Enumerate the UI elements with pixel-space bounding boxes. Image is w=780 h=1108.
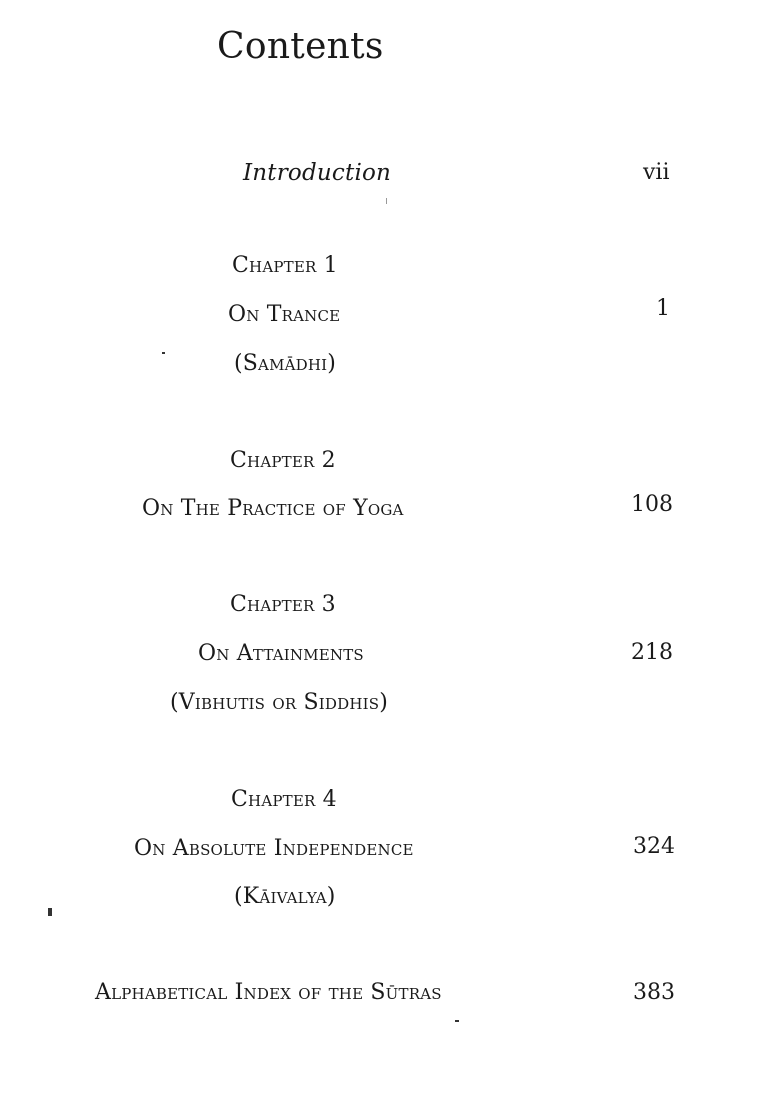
chapter4-page-number: 324 xyxy=(633,834,675,859)
chapter2-title: On The Practice of Yoga xyxy=(142,496,404,521)
chapter4-heading: Chapter 4 xyxy=(231,787,337,812)
index-label: Alphabetical Index of the Sūtras xyxy=(95,980,442,1005)
scan-speck xyxy=(386,198,387,204)
chapter1-subtitle: (Samādhi) xyxy=(234,351,337,376)
scan-speck xyxy=(455,1020,459,1022)
chapter3-page-number: 218 xyxy=(631,640,673,665)
index-page-number: 383 xyxy=(633,980,675,1005)
chapter1-page-number: 1 xyxy=(656,296,670,321)
scan-speck xyxy=(162,352,165,354)
chapter1-title: On Trance xyxy=(228,302,341,327)
chapter1-heading: Chapter 1 xyxy=(232,253,338,278)
scan-speck xyxy=(48,908,52,916)
chapter4-title: On Absolute Independence xyxy=(134,836,414,861)
introduction-label: Introduction xyxy=(243,160,392,186)
chapter3-subtitle: (Vibhutis or Siddhis) xyxy=(170,690,389,715)
chapter3-heading: Chapter 3 xyxy=(230,592,336,617)
chapter2-page-number: 108 xyxy=(631,492,673,517)
chapter4-subtitle: (Kāivalya) xyxy=(234,884,336,909)
chapter2-heading: Chapter 2 xyxy=(230,448,336,473)
chapter3-title: On Attainments xyxy=(198,641,364,666)
introduction-page-number: vii xyxy=(643,160,670,185)
page-title: Contents xyxy=(217,26,384,67)
